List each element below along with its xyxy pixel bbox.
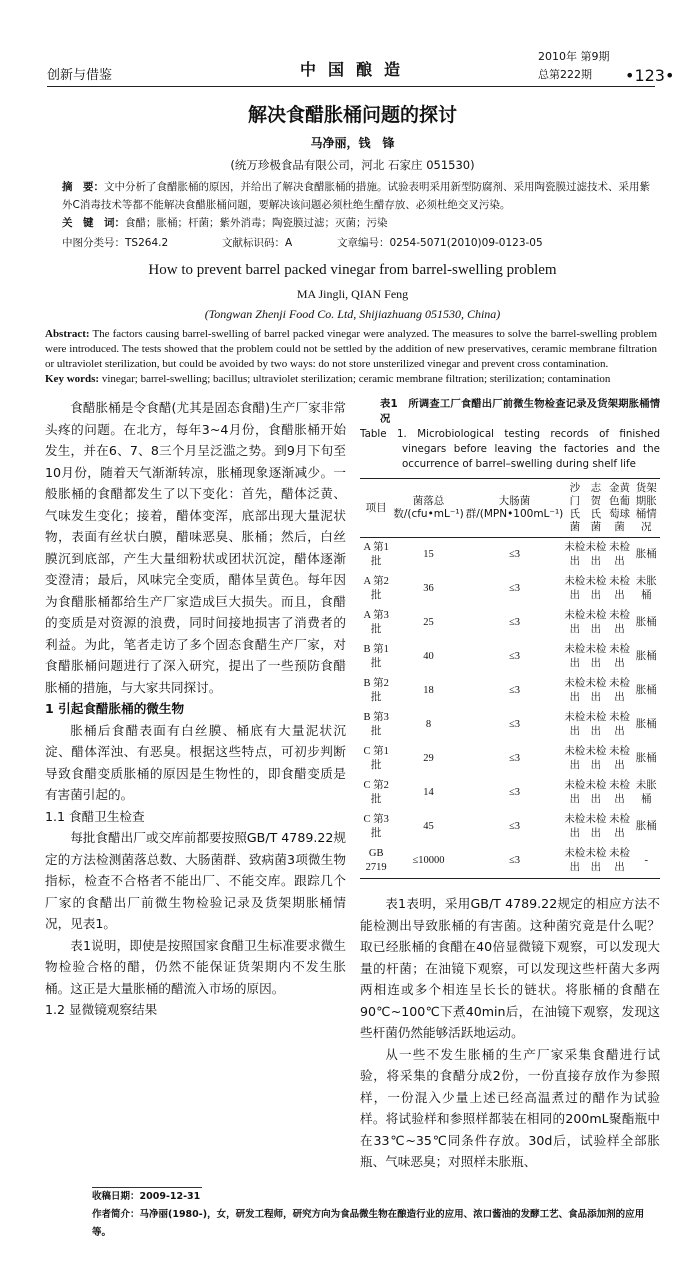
affiliation: (统万珍极食品有限公司，河北 石家庄 051530) <box>230 158 475 172</box>
table-cell: 未检出 <box>585 780 607 805</box>
table-cell: 未胀桶 <box>635 576 657 601</box>
table-cell: 胀桶 <box>635 753 657 764</box>
table-cell: 未检出 <box>564 610 586 635</box>
table-cell: 未检出 <box>609 848 631 873</box>
table-row <box>360 606 660 640</box>
table-cell: C 第2批 <box>363 780 389 805</box>
cn-abstract-label: 摘 要： <box>62 181 104 193</box>
table-cell: ≤3 <box>508 549 520 560</box>
table-cell: 未胀桶 <box>635 780 657 805</box>
article-number: 文章编号：0254-5071(2010)09-0123-05 <box>337 237 543 249</box>
section-label: 创新与借鉴 <box>47 68 113 83</box>
table-cell: 15 <box>423 549 434 560</box>
table-row <box>360 708 660 742</box>
table-cell: 40 <box>423 651 434 662</box>
table-cell: C 第1批 <box>363 746 389 771</box>
table-cell: A 第1批 <box>363 542 389 567</box>
table-row <box>360 674 660 708</box>
table-header-cell: 货架期胀桶情况 <box>635 482 657 533</box>
section-heading: 1 引起食醋胀桶的微生物 <box>45 701 185 716</box>
table-cell: ≤3 <box>508 617 520 628</box>
table-cell: 胀桶 <box>635 685 657 696</box>
table-header-cell: 沙门氏菌 <box>569 482 581 533</box>
table-cell: 未检出 <box>609 610 631 635</box>
total-issue: 总第222期 <box>538 68 592 81</box>
table-cell: 未检出 <box>585 746 607 771</box>
table-cell: 胀桶 <box>635 549 657 560</box>
running-header <box>45 0 675 92</box>
paragraph: 胀桶后食醋表面有白丝膜、桶底有大量泥状沉淀、醋体浑浊、有恶臭。根据这些特点，可初步判断导致食醋变质胀桶的原因是生物性的，即食醋变质是有害菌引起的。 <box>45 722 346 802</box>
table-cell: 未检出 <box>564 678 586 703</box>
table-cell: 胀桶 <box>635 617 657 628</box>
table-header-row <box>360 479 660 538</box>
subsection-heading: 1.2 显微镜观察结果 <box>45 1002 158 1017</box>
cn-keywords-text: 食醋；胀桶；杆菌；紫外消毒；陶瓷膜过滤；灭菌；污染 <box>125 217 388 229</box>
en-keywords-label: Key words: <box>45 373 100 385</box>
table-cell: A 第2批 <box>363 576 389 601</box>
received-date: 收稿日期：2009-12-31 <box>92 1190 201 1202</box>
table-caption-cn: 表1 所调查工厂食醋出厂前微生物检查记录及货架期胀桶情况 <box>380 398 660 425</box>
table-cell: C 第3批 <box>363 814 389 839</box>
en-abstract-label: Abstract: <box>45 328 90 340</box>
table-cell: 未检出 <box>585 542 607 567</box>
paragraph: 从一些不发生胀桶的生产厂家采集食醋进行试验，将采集的食醋分成2份，一份直接存放作为参照样，一份混入少量上述已经高温煮过的醋作为试验样。将试验样和参照样都装在相同的200mL聚酯瓶中在33℃~35℃同条件存放。30d后，试验样全部胀瓶、气味恶臭；对照样未胀瓶、 <box>360 1046 660 1169</box>
table-cell: 25 <box>423 617 434 628</box>
body-columns <box>45 397 660 1173</box>
table-cell: GB 2719 <box>365 848 387 873</box>
paragraph: 表1说明，即使是按照国家食醋卫生标准要求微生物检验合格的醋，仍然不能保证货架期内不发生胀桶。这正是大量胀桶的醋流入市场的原因。 <box>45 937 346 996</box>
table-cell: ≤3 <box>508 855 520 866</box>
table-cell: 未检出 <box>585 848 607 873</box>
english-affiliation: (Tongwan Zhenji Food Co. Ltd, Shijiazhuang 051530, China) <box>204 307 501 321</box>
cn-abstract-text: 文中分析了食醋胀桶的原因，并给出了解决食醋胀桶的措施。试验表明采用新型防腐剂、采用陶瓷膜过滤技术、采用紫外C消毒技术等都不能解决食醋胀桶问题，要解决该问题必须杜绝生醋存放、必须杜绝交叉污染。 <box>62 181 650 211</box>
cn-keywords-label: 关 键 词： <box>62 217 125 229</box>
table-row <box>360 844 660 879</box>
table-header-cell: 项目 <box>365 501 387 514</box>
table-caption <box>360 397 660 472</box>
table-cell: 45 <box>423 821 434 832</box>
table-cell: ≤10000 <box>412 855 445 866</box>
en-keywords-text: vinegar; barrel-swelling; bacillus; ultraviolet sterilization; ceramic membrane filtration; sterilization; contamination <box>99 373 611 385</box>
author-bio: 作者简介：马净丽(1980-)，女，研发工程师，研究方向为食品微生物在酿造行业的应用、浓口酱油的发酵工艺、食品添加剂的应用等。 <box>92 1208 645 1238</box>
clc-number: 中图分类号：TS264.2 <box>62 237 169 249</box>
doc-code: 文献标识码：A <box>222 237 293 249</box>
table-cell: ≤3 <box>508 685 520 696</box>
table-cell: 未检出 <box>564 576 586 601</box>
table-row <box>360 742 660 776</box>
table-cell: A 第3批 <box>363 610 389 635</box>
journal-name: 中国酿造 <box>300 60 413 79</box>
page-number: •123• <box>625 66 675 85</box>
table-cell: 未检出 <box>564 814 586 839</box>
table-row <box>360 640 660 674</box>
subsection-heading: 1.1 食醋卫生检查 <box>45 808 145 824</box>
table-cell: 18 <box>423 685 434 696</box>
table-cell: 未检出 <box>564 848 586 873</box>
table-cell: ≤3 <box>508 719 520 730</box>
table-cell: 未检出 <box>585 814 607 839</box>
table-row <box>360 776 660 810</box>
table-cell: 未检出 <box>585 610 607 635</box>
table-cell: 未检出 <box>564 746 586 771</box>
table-cell: 未检出 <box>564 780 586 805</box>
table-cell: 未检出 <box>564 542 586 567</box>
table-cell: ≤3 <box>508 753 520 764</box>
table-cell: 未检出 <box>609 542 631 567</box>
table-caption-en: Table 1. Microbiological testing records of finished vinegars before leaving the factories and the occurrence of barrel–swelling during shelf life <box>360 428 660 470</box>
issue-info <box>538 48 610 84</box>
table-cell: 未检出 <box>564 644 586 669</box>
table-cell: 29 <box>423 753 434 764</box>
paragraph: 食醋胀桶是令食醋(尤其是固态食醋)生产厂家非常头疼的问题。在北方，每年3~4月份，食醋胀桶开始发生，并在6、7、8三个月呈泛滥之势。到9月下旬至10月份，随着天气渐渐转凉，胀桶现象逐渐减少。一般胀桶的食醋都发生了以下变化：首先，醋体泛黄、气味发生变化；接着，醋体变浑，底部出现大量泥状物，表面有丝状白膜，醋味恶臭、胀桶；然后，白丝膜沉到底部，产生大量细粉状或团状沉淀，醋体逐渐变澄清；最后，风味完全变质，醋体呈黄色。每年因为食醋胀桶都给生产厂家造成巨大损失。而且，食醋的变质是对资源的浪费，同时间接地损害了消费者的利益。为此，笔者走访了多个固态食醋生产厂家，对食醋胀桶问题进行了深入研究，提出了一些预防食醋胀桶的措施，与大家共同探讨。 <box>45 400 346 695</box>
table-cell: ≤3 <box>508 787 520 798</box>
table-cell: 未检出 <box>564 712 586 737</box>
table-cell: 未检出 <box>609 678 631 703</box>
table-row <box>360 538 660 573</box>
table-row <box>360 810 660 844</box>
table-cell: 未检出 <box>609 780 631 805</box>
cn-abstract <box>62 178 652 232</box>
table-cell: 未检出 <box>585 644 607 669</box>
english-authors: MA Jingli, QIAN Feng <box>296 287 409 301</box>
table-cell: 胀桶 <box>635 821 657 832</box>
table-cell: 36 <box>423 583 434 594</box>
table-cell: 未检出 <box>609 814 631 839</box>
paragraph: 表1表明，采用GB/T 4789.22规定的相应方法不能检测出导致胀桶的有害菌。这种菌究竟是什么呢？取已经胀桶的食醋在40倍显微镜下观察，可以发现大量的杆菌；在油镜下观察，可以发现这些杆菌大多两两相连或多个相连呈长长的链状。将胀桶的食醋在90℃~100℃下煮40min后，在油镜下观察，发现这些杆菌仍然能够活跃地运动。 <box>360 896 660 1040</box>
table-cell: 胀桶 <box>635 651 657 662</box>
table-cell: B 第1批 <box>363 644 389 669</box>
table-cell: B 第3批 <box>363 712 389 737</box>
table-header-cell: 大肠菌群/(MPN•100mL⁻¹) <box>465 495 564 520</box>
paragraph: 每批食醋出厂或交库前都要按照GB/T 4789.22规定的方法检测菌落总数、大肠菌群、致病菌3项微生物指标，检查不合格者不能出厂、不能交库。跟踪几个厂家的食醋出厂前微生物检验记录及货架期胀桶情况，见表1。 <box>45 830 346 931</box>
table-cell: 未检出 <box>609 712 631 737</box>
header-rule <box>47 86 655 87</box>
english-title: How to prevent barrel packed vinegar from barrel-swelling problem <box>148 262 557 278</box>
table-cell: ≤3 <box>508 821 520 832</box>
table-cell: 未检出 <box>609 576 631 601</box>
table-cell: 8 <box>425 719 432 730</box>
table-cell: 未检出 <box>585 678 607 703</box>
en-abstract-text: The factors causing barrel-swelling of barrel packed vinegar were analyzed. The measures to solve the barrel-swelling problem were introduced. The tests showed that the problem could not be settled by the addition of new preservatives, ceramic membrane filtration or ultraviolet sterilization, but could be avoided by two ways: do not store unsterilized vinegar and prevent cross contamination. <box>45 328 657 370</box>
body-left-column <box>45 397 346 1021</box>
table-cell: B 第2批 <box>363 678 389 703</box>
table-row <box>360 572 660 606</box>
table-cell: 未检出 <box>585 576 607 601</box>
table-header-cell: 志贺氏菌 <box>590 482 602 533</box>
english-abstract <box>45 327 657 387</box>
authors: 马净丽，钱 锋 <box>310 136 395 150</box>
table-cell: ≤3 <box>508 583 520 594</box>
body-right-column <box>360 397 660 1173</box>
issue: 2010年 第9期 <box>538 50 610 63</box>
table-cell: 14 <box>423 787 434 798</box>
table-cell: ≤3 <box>508 651 520 662</box>
table-cell: 未检出 <box>585 712 607 737</box>
table-cell: 未检出 <box>609 746 631 771</box>
table-cell: 未检出 <box>609 644 631 669</box>
table-header-cell: 金黄色葡萄球菌 <box>609 482 631 533</box>
article-meta <box>62 234 660 252</box>
table-header-cell: 菌落总数/(cfu•mL⁻¹) <box>393 495 464 520</box>
page-title: 解决食醋胀桶问题的探讨 <box>247 104 457 126</box>
table-cell: - <box>644 855 649 866</box>
data-table <box>360 478 660 879</box>
table-cell: 胀桶 <box>635 719 657 730</box>
